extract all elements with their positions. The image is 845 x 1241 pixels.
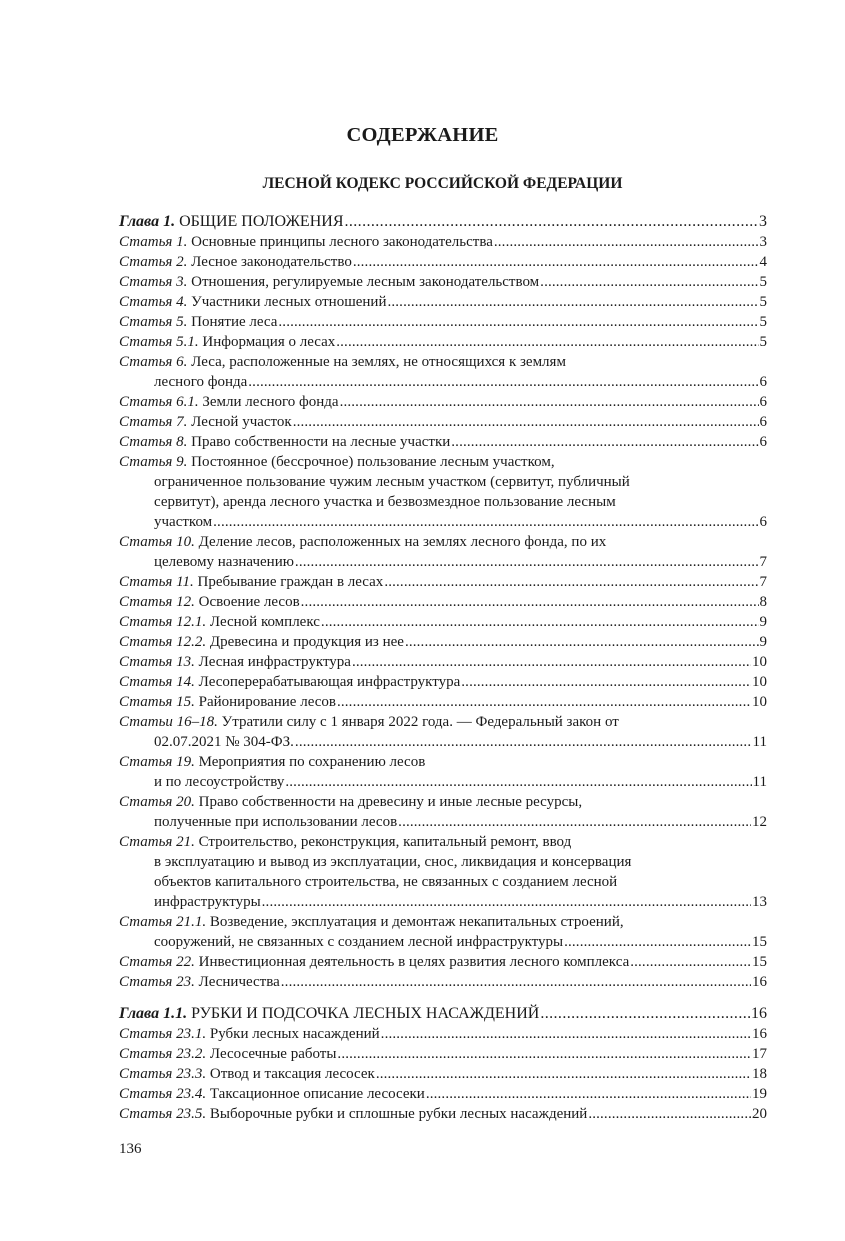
toc-line xyxy=(119,332,767,352)
toc-entry[interactable] xyxy=(119,1064,767,1084)
toc-entry-title: 02.07.2021 № 304-ФЗ. xyxy=(154,734,294,750)
toc-entry-label: Статья 5. xyxy=(119,314,188,330)
toc-leader-dots xyxy=(336,332,758,352)
toc-page-number: 6 xyxy=(759,394,767,410)
toc-line xyxy=(119,872,767,892)
page-title: СОДЕРЖАНИЕ xyxy=(346,124,499,146)
toc-line xyxy=(119,1004,767,1024)
toc-entry[interactable] xyxy=(119,252,767,272)
toc-entry[interactable] xyxy=(119,832,767,912)
toc-line xyxy=(119,432,767,452)
toc-entry[interactable] xyxy=(119,452,767,532)
document-subtitle: ЛЕСНОЙ КОДЕКС РОССИЙСКОЙ ФЕДЕРАЦИИ xyxy=(262,175,623,192)
toc-entry-title: Инвестиционная деятельность в целях развития лесного комплекса xyxy=(198,954,630,970)
toc-entry-title: Лесной участок xyxy=(191,414,292,430)
toc-entry-label: Статья 12. xyxy=(119,594,195,610)
toc-line xyxy=(119,692,767,712)
toc-page-number: 11 xyxy=(752,774,767,790)
toc-line xyxy=(119,852,767,872)
toc-entry-label: Статья 6.1. xyxy=(119,394,199,410)
toc-line xyxy=(119,972,767,992)
toc-entry-label: Глава 1.1. xyxy=(119,1005,188,1022)
toc-line xyxy=(119,572,767,592)
toc-entry-title: в эксплуатацию и вывод из эксплуатации, снос, ликвидация и консервация xyxy=(154,854,632,870)
toc-page-number: 6 xyxy=(759,514,767,530)
toc-entry-title: Право собственности на лесные участки xyxy=(191,434,451,450)
toc-entry-title: сервитут), аренда лесного участка и безвозмездное пользование лесным xyxy=(154,494,616,510)
toc-entry[interactable] xyxy=(119,752,767,792)
toc-entry-label: Статья 20. xyxy=(119,794,195,810)
toc-entry-label: Статья 12.1. xyxy=(119,614,207,630)
toc-page-number: 15 xyxy=(752,934,767,950)
toc-entry-title: Утратили силу с 1 января 2022 года. — Федеральный закон от xyxy=(221,714,619,730)
toc-chapter[interactable] xyxy=(119,1004,767,1024)
toc-page-number: 10 xyxy=(752,674,767,690)
toc-leader-dots xyxy=(494,232,759,252)
toc-line xyxy=(119,652,767,672)
toc-line xyxy=(119,392,767,412)
toc-entry[interactable] xyxy=(119,312,767,332)
toc-page-number: 10 xyxy=(752,654,767,670)
toc-entry[interactable] xyxy=(119,652,767,672)
toc-line xyxy=(119,892,767,912)
toc-page-number: 16 xyxy=(752,974,767,990)
toc-leader-dots xyxy=(384,572,758,592)
toc-entry-label: Статья 9. xyxy=(119,454,188,470)
toc-entry-title: Лесной комплекс xyxy=(209,614,320,630)
toc-entry-label: Статья 19. xyxy=(119,754,195,770)
toc-leader-dots xyxy=(301,592,759,612)
toc-entry-label: Статья 1. xyxy=(119,234,188,250)
toc-line xyxy=(119,472,767,492)
toc-page-number: 5 xyxy=(759,334,767,350)
toc-entry-title: Мероприятия по сохранению лесов xyxy=(198,754,426,770)
toc-line xyxy=(119,352,767,372)
toc-entry-title: Понятие леса xyxy=(191,314,278,330)
toc-leader-dots xyxy=(405,632,759,652)
toc-entry-title: Лесоперерабатывающая инфраструктура xyxy=(198,674,461,690)
toc-entry-title: Леса, расположенные на землях, не относящихся к землям xyxy=(191,354,566,370)
toc-entry-title: Основные принципы лесного законодательства xyxy=(191,234,493,250)
toc-entry-title: ОБЩИЕ ПОЛОЖЕНИЯ xyxy=(179,213,344,230)
toc-line xyxy=(119,1044,767,1064)
toc-page-number: 3 xyxy=(759,213,767,230)
toc-leader-dots xyxy=(213,512,758,532)
toc-entry-title: Строительство, реконструкция, капитальный ремонт, ввод xyxy=(198,834,572,850)
toc-entry-title: Земли лесного фонда xyxy=(202,394,339,410)
toc-entry-label: Статья 14. xyxy=(119,674,195,690)
toc-line xyxy=(119,372,767,392)
toc-line xyxy=(119,912,767,932)
toc-leader-dots xyxy=(461,672,751,692)
toc-entry-title: РУБКИ И ПОДСОЧКА ЛЕСНЫХ НАСАЖДЕНИЙ xyxy=(191,1005,540,1022)
toc-entry-title: лесного фонда xyxy=(154,374,248,390)
toc-page-number: 5 xyxy=(759,314,767,330)
toc-entry-title: Пребывание граждан в лесах xyxy=(197,574,384,590)
toc-page-number: 20 xyxy=(752,1106,767,1122)
toc-leader-dots xyxy=(337,692,751,712)
toc-page-number: 5 xyxy=(759,294,767,310)
toc-entry-label: Статья 23.1. xyxy=(119,1026,207,1042)
toc-entry-label: Статья 12.2. xyxy=(119,634,207,650)
toc-line xyxy=(119,952,767,972)
toc-entry-label: Статья 23.3. xyxy=(119,1066,207,1082)
toc-entry-label: Статья 21. xyxy=(119,834,195,850)
toc-page-number: 17 xyxy=(752,1046,767,1062)
toc-entry-label: Статья 22. xyxy=(119,954,195,970)
toc-entry[interactable] xyxy=(119,972,767,992)
toc-entry-title: Информация о лесах xyxy=(202,334,336,350)
toc-entry-label: Статья 13. xyxy=(119,654,195,670)
toc-leader-dots xyxy=(540,272,758,292)
toc-line xyxy=(119,712,767,732)
toc-leader-dots xyxy=(564,932,751,952)
toc-line xyxy=(119,632,767,652)
toc-page-number: 12 xyxy=(752,814,767,830)
toc-entry[interactable] xyxy=(119,1084,767,1104)
toc-entry[interactable] xyxy=(119,692,767,712)
toc-line xyxy=(119,752,767,772)
toc-entry-title: Лесная инфраструктура xyxy=(198,654,351,670)
toc-page-number: 5 xyxy=(759,274,767,290)
toc-entry-label: Статья 23. xyxy=(119,974,195,990)
toc-line xyxy=(119,592,767,612)
toc-leader-dots xyxy=(262,892,751,912)
toc-entry-label: Статья 23.4. xyxy=(119,1086,207,1102)
toc-entry[interactable] xyxy=(119,672,767,692)
toc-leader-dots xyxy=(281,972,751,992)
toc-line xyxy=(119,932,767,952)
toc-page-number: 9 xyxy=(759,634,767,650)
toc-entry-label: Статья 4. xyxy=(119,294,188,310)
toc-leader-dots xyxy=(344,212,758,232)
toc-leader-dots xyxy=(337,1044,751,1064)
toc-entry-title: сооружений, не связанных с созданием лесной инфраструктуры xyxy=(154,934,564,950)
toc-leader-dots xyxy=(295,732,752,752)
toc-line xyxy=(119,552,767,572)
toc-entry-title: Древесина и продукция из нее xyxy=(209,634,404,650)
toc-line xyxy=(119,212,767,232)
toc-entry-title: участком xyxy=(154,514,213,530)
toc-entry-title: Районирование лесов xyxy=(198,694,336,710)
toc-entry[interactable] xyxy=(119,572,767,592)
toc-line xyxy=(119,832,767,852)
toc-line xyxy=(119,272,767,292)
toc-entry-label: Статья 5.1. xyxy=(119,334,199,350)
toc-chapter[interactable] xyxy=(119,212,767,232)
toc-entry[interactable] xyxy=(119,1104,767,1124)
toc-leader-dots xyxy=(630,952,751,972)
toc-leader-dots xyxy=(398,812,751,832)
toc-page-number: 6 xyxy=(759,374,767,390)
toc-entry-label: Статья 3. xyxy=(119,274,188,290)
toc-leader-dots xyxy=(295,552,759,572)
toc-entry[interactable] xyxy=(119,392,767,412)
toc-page-number: 4 xyxy=(759,254,767,270)
toc-line xyxy=(119,312,767,332)
toc-entry-title: Лесничества xyxy=(198,974,280,990)
toc-page-number: 16 xyxy=(751,1005,767,1022)
toc-entry-title: Таксационное описание лесосеки xyxy=(209,1086,425,1102)
toc-entry-label: Статья 23.5. xyxy=(119,1106,207,1122)
toc-leader-dots xyxy=(278,312,758,332)
toc-entry-title: Отношения, регулируемые лесным законодательством xyxy=(191,274,540,290)
toc-page-number: 18 xyxy=(752,1066,767,1082)
toc-entry-label: Статья 21.1. xyxy=(119,914,207,930)
toc-entry-title: Деление лесов, расположенных на землях лесного фонда, по их xyxy=(198,534,607,550)
toc-line xyxy=(119,232,767,252)
toc-page-number: 19 xyxy=(752,1086,767,1102)
toc-entry[interactable] xyxy=(119,1024,767,1044)
toc-entry[interactable] xyxy=(119,612,767,632)
toc-entry-label: Глава 1. xyxy=(119,213,176,230)
toc-line xyxy=(119,1064,767,1084)
toc-entry[interactable] xyxy=(119,292,767,312)
toc-entry-label: Статья 8. xyxy=(119,434,188,450)
toc-leader-dots xyxy=(376,1064,751,1084)
toc-entry-label: Статья 11. xyxy=(119,574,194,590)
toc-entry-label: Статья 10. xyxy=(119,534,195,550)
toc-line xyxy=(119,1084,767,1104)
toc-line xyxy=(119,492,767,512)
toc-line xyxy=(119,1024,767,1044)
toc-entry-title: целевому назначению xyxy=(154,554,294,570)
toc-page-number: 7 xyxy=(759,554,767,570)
toc-entry-title: Рубки лесных насаждений xyxy=(209,1026,380,1042)
toc-entry-title: Участники лесных отношений xyxy=(191,294,387,310)
toc-line xyxy=(119,772,767,792)
toc-leader-dots xyxy=(248,372,758,392)
page-number: 136 xyxy=(119,1141,142,1157)
toc-page-number: 13 xyxy=(752,894,767,910)
toc-leader-dots xyxy=(293,412,759,432)
toc-line xyxy=(119,812,767,832)
toc-entry-title: Освоение лесов xyxy=(198,594,300,610)
toc-entry[interactable] xyxy=(119,1044,767,1064)
toc-entry[interactable] xyxy=(119,532,767,572)
toc-entry[interactable] xyxy=(119,432,767,452)
toc-entry[interactable] xyxy=(119,632,767,652)
table-of-contents xyxy=(119,212,767,1124)
toc-leader-dots xyxy=(588,1104,751,1124)
toc-entry[interactable] xyxy=(119,332,767,352)
toc-entry-label: Статья 7. xyxy=(119,414,188,430)
toc-leader-dots xyxy=(540,1004,750,1024)
toc-entry[interactable] xyxy=(119,412,767,432)
toc-entry-label: Статья 23.2. xyxy=(119,1046,207,1062)
toc-entry-label: Статьи 16–18. xyxy=(119,714,218,730)
toc-line xyxy=(119,512,767,532)
toc-leader-dots xyxy=(340,392,759,412)
toc-entry-title: и по лесоустройству xyxy=(154,774,285,790)
toc-line xyxy=(119,792,767,812)
toc-entry-title: Отвод и таксация лесосек xyxy=(209,1066,375,1082)
toc-entry-title: полученные при использовании лесов xyxy=(154,814,398,830)
toc-page-number: 7 xyxy=(759,574,767,590)
toc-page-number: 8 xyxy=(759,594,767,610)
toc-entry-title: Выборочные рубки и сплошные рубки лесных насаждений xyxy=(209,1106,588,1122)
toc-entry[interactable] xyxy=(119,952,767,972)
toc-entry-label: Статья 2. xyxy=(119,254,188,270)
toc-page-number: 15 xyxy=(752,954,767,970)
toc-page-number: 11 xyxy=(752,734,767,750)
toc-entry-title: Лесное законодательство xyxy=(191,254,352,270)
toc-page-number: 9 xyxy=(759,614,767,630)
toc-leader-dots xyxy=(426,1084,751,1104)
toc-entry[interactable] xyxy=(119,272,767,292)
toc-entry-title: Возведение, эксплуатация и демонтаж некапитальных строений, xyxy=(209,914,624,930)
toc-entry[interactable] xyxy=(119,792,767,832)
toc-entry[interactable] xyxy=(119,352,767,392)
toc-page-number: 3 xyxy=(759,234,767,250)
toc-line xyxy=(119,292,767,312)
toc-page-number: 6 xyxy=(759,414,767,430)
toc-line xyxy=(119,1104,767,1124)
toc-entry[interactable] xyxy=(119,592,767,612)
toc-page-number: 6 xyxy=(759,434,767,450)
toc-entry-title: Право собственности на древесину и иные лесные ресурсы, xyxy=(198,794,583,810)
toc-entry-title: Постоянное (бессрочное) пользование лесным участком, xyxy=(191,454,555,470)
toc-entry-title: объектов капитального строительства, не связанных с созданием лесной xyxy=(154,874,618,890)
toc-entry-title: Лесосечные работы xyxy=(209,1046,337,1062)
toc-leader-dots xyxy=(352,652,751,672)
toc-line xyxy=(119,672,767,692)
toc-entry-title: инфраструктуры xyxy=(154,894,261,910)
toc-page-number: 10 xyxy=(752,694,767,710)
toc-leader-dots xyxy=(387,292,758,312)
toc-line xyxy=(119,412,767,432)
toc-line xyxy=(119,732,767,752)
toc-line xyxy=(119,532,767,552)
toc-entry-title: ограниченное пользование чужим лесным участком (сервитут, публичный xyxy=(154,474,630,490)
toc-page-number: 16 xyxy=(752,1026,767,1042)
toc-line xyxy=(119,452,767,472)
toc-leader-dots xyxy=(451,432,758,452)
toc-entry[interactable] xyxy=(119,912,767,952)
toc-line xyxy=(119,252,767,272)
toc-leader-dots xyxy=(321,612,759,632)
toc-leader-dots xyxy=(381,1024,751,1044)
toc-leader-dots xyxy=(353,252,759,272)
toc-entry[interactable] xyxy=(119,712,767,752)
toc-entry-label: Статья 15. xyxy=(119,694,195,710)
toc-leader-dots xyxy=(285,772,751,792)
toc-entry-label: Статья 6. xyxy=(119,354,188,370)
toc-entry[interactable] xyxy=(119,232,767,252)
toc-line xyxy=(119,612,767,632)
